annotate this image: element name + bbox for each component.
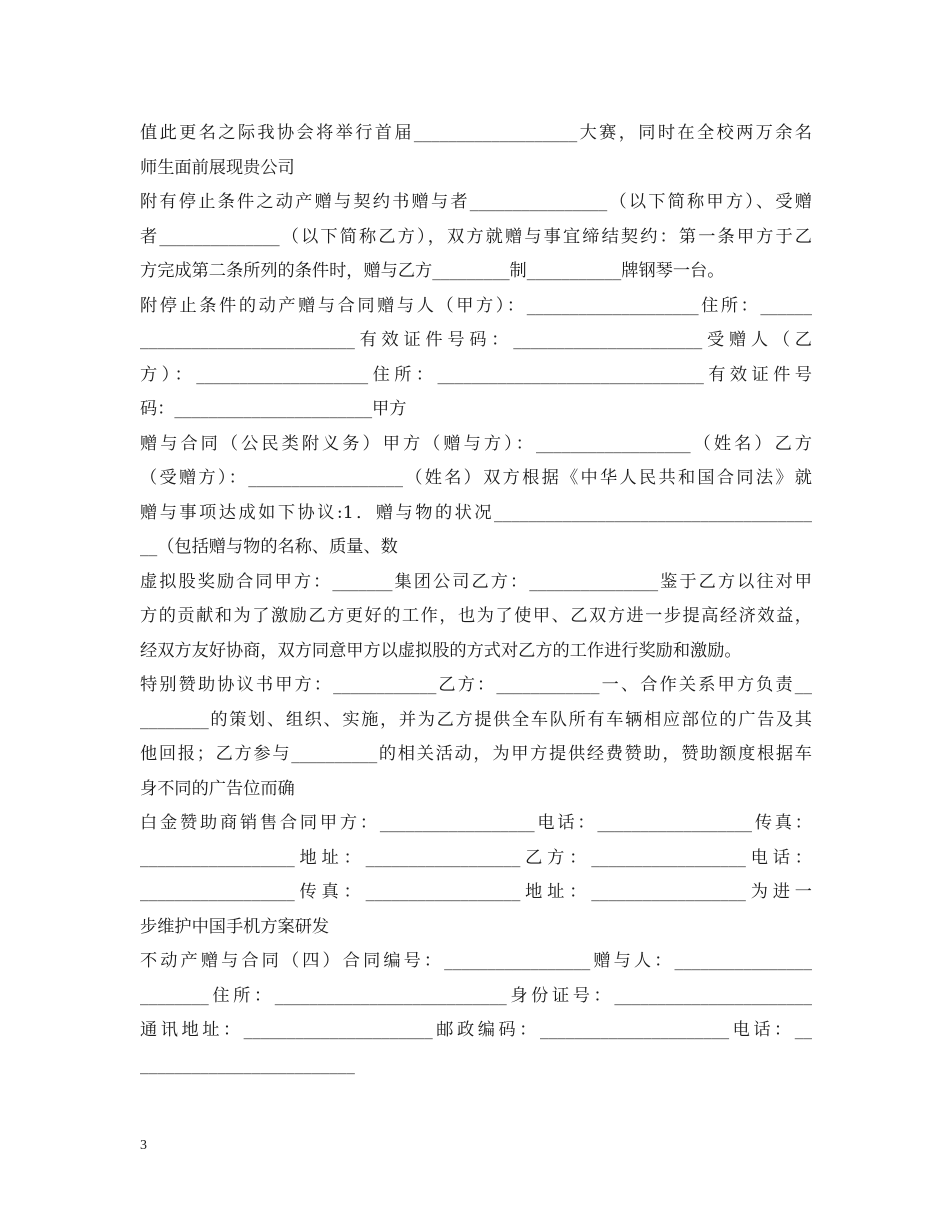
- text-line: 步维护中国手机方案研发: [140, 916, 330, 937]
- text-line: 通讯地址：______________________邮政编码：______________________电话：__: [140, 1020, 812, 1040]
- text-line: 值此更名之际我协会将举行首届___________________大赛，同时在全校两万余名: [140, 123, 812, 143]
- text-line: （受赠方）：__________________（姓名）双方根据《中华人民共和国合同法》就: [140, 468, 812, 488]
- text-line: 附有停止条件之动产赠与契约书赠与者________________（以下简称甲方）、受赠: [140, 192, 812, 212]
- text-line: 赠与合同（公民类附义务）甲方（赠与方）：__________________（姓名）乙方: [140, 433, 812, 454]
- text-line: 方的贡献和为了激励乙方更好的工作，也为了使甲、乙双方进一步提高经济效益，: [140, 606, 812, 626]
- text-line: 赠与事项达成如下协议:1．赠与物的状况_____________________________________: [140, 502, 812, 523]
- text-line: 虚拟股奖励合同甲方：_______集团公司乙方：_______________鉴于乙方以往对甲: [140, 571, 812, 592]
- text-line: 师生面前展现贵公司: [140, 157, 295, 178]
- text-line: 不动产赠与合同（四）合同编号：_________________赠与人：________________: [140, 951, 812, 971]
- text-line: 经双方友好协商，双方同意甲方以虚拟股的方式对乙方的工作进行奖励和激励。: [140, 640, 742, 661]
- page-number: 3: [140, 1138, 147, 1153]
- text-line: _________________________: [140, 1054, 355, 1075]
- text-line: __（包括赠与物的名称、质量、数: [140, 537, 398, 557]
- text-line: ________的策划、组织、实施，并为乙方提供全车队所有车辆相应部位的广告及其: [140, 709, 812, 730]
- text-line: 特别赞助协议书甲方：____________乙方：____________一、合作关系甲方负责__: [140, 675, 812, 695]
- text-line: 附停止条件的动产赠与合同赠与人（甲方）：____________________住所：______: [140, 295, 812, 316]
- document-body: [140, 116, 812, 1082]
- text-line: ________住所：___________________________身份证号：_______________________: [140, 985, 812, 1006]
- text-line: 白金赞助商销售合同甲方：__________________电话：__________________传真：: [140, 813, 812, 833]
- text-line: __________________传真：__________________地址：__________________为进一: [140, 882, 812, 902]
- text-line: __________________地址：__________________乙方：__________________电话：: [140, 847, 812, 868]
- text-line: 者______________（以下简称乙方），双方就赠与事宜缔结契约：第一条甲方于乙: [140, 226, 812, 247]
- text-line: 码：_______________________甲方: [140, 399, 407, 419]
- text-line: _________________________有效证件号码：______________________受赠人（乙: [140, 330, 812, 350]
- text-line: 身不同的广告位而确: [140, 778, 295, 799]
- text-line: 方）：____________________住所：_______________________________有效证件号: [140, 364, 812, 385]
- text-line: 方完成第二条所列的条件时，赠与乙方_________制___________牌钢琴一台。: [140, 261, 725, 281]
- text-line: 他回报；乙方参与__________的相关活动，为甲方提供经费赞助，赞助额度根据车: [140, 744, 812, 764]
